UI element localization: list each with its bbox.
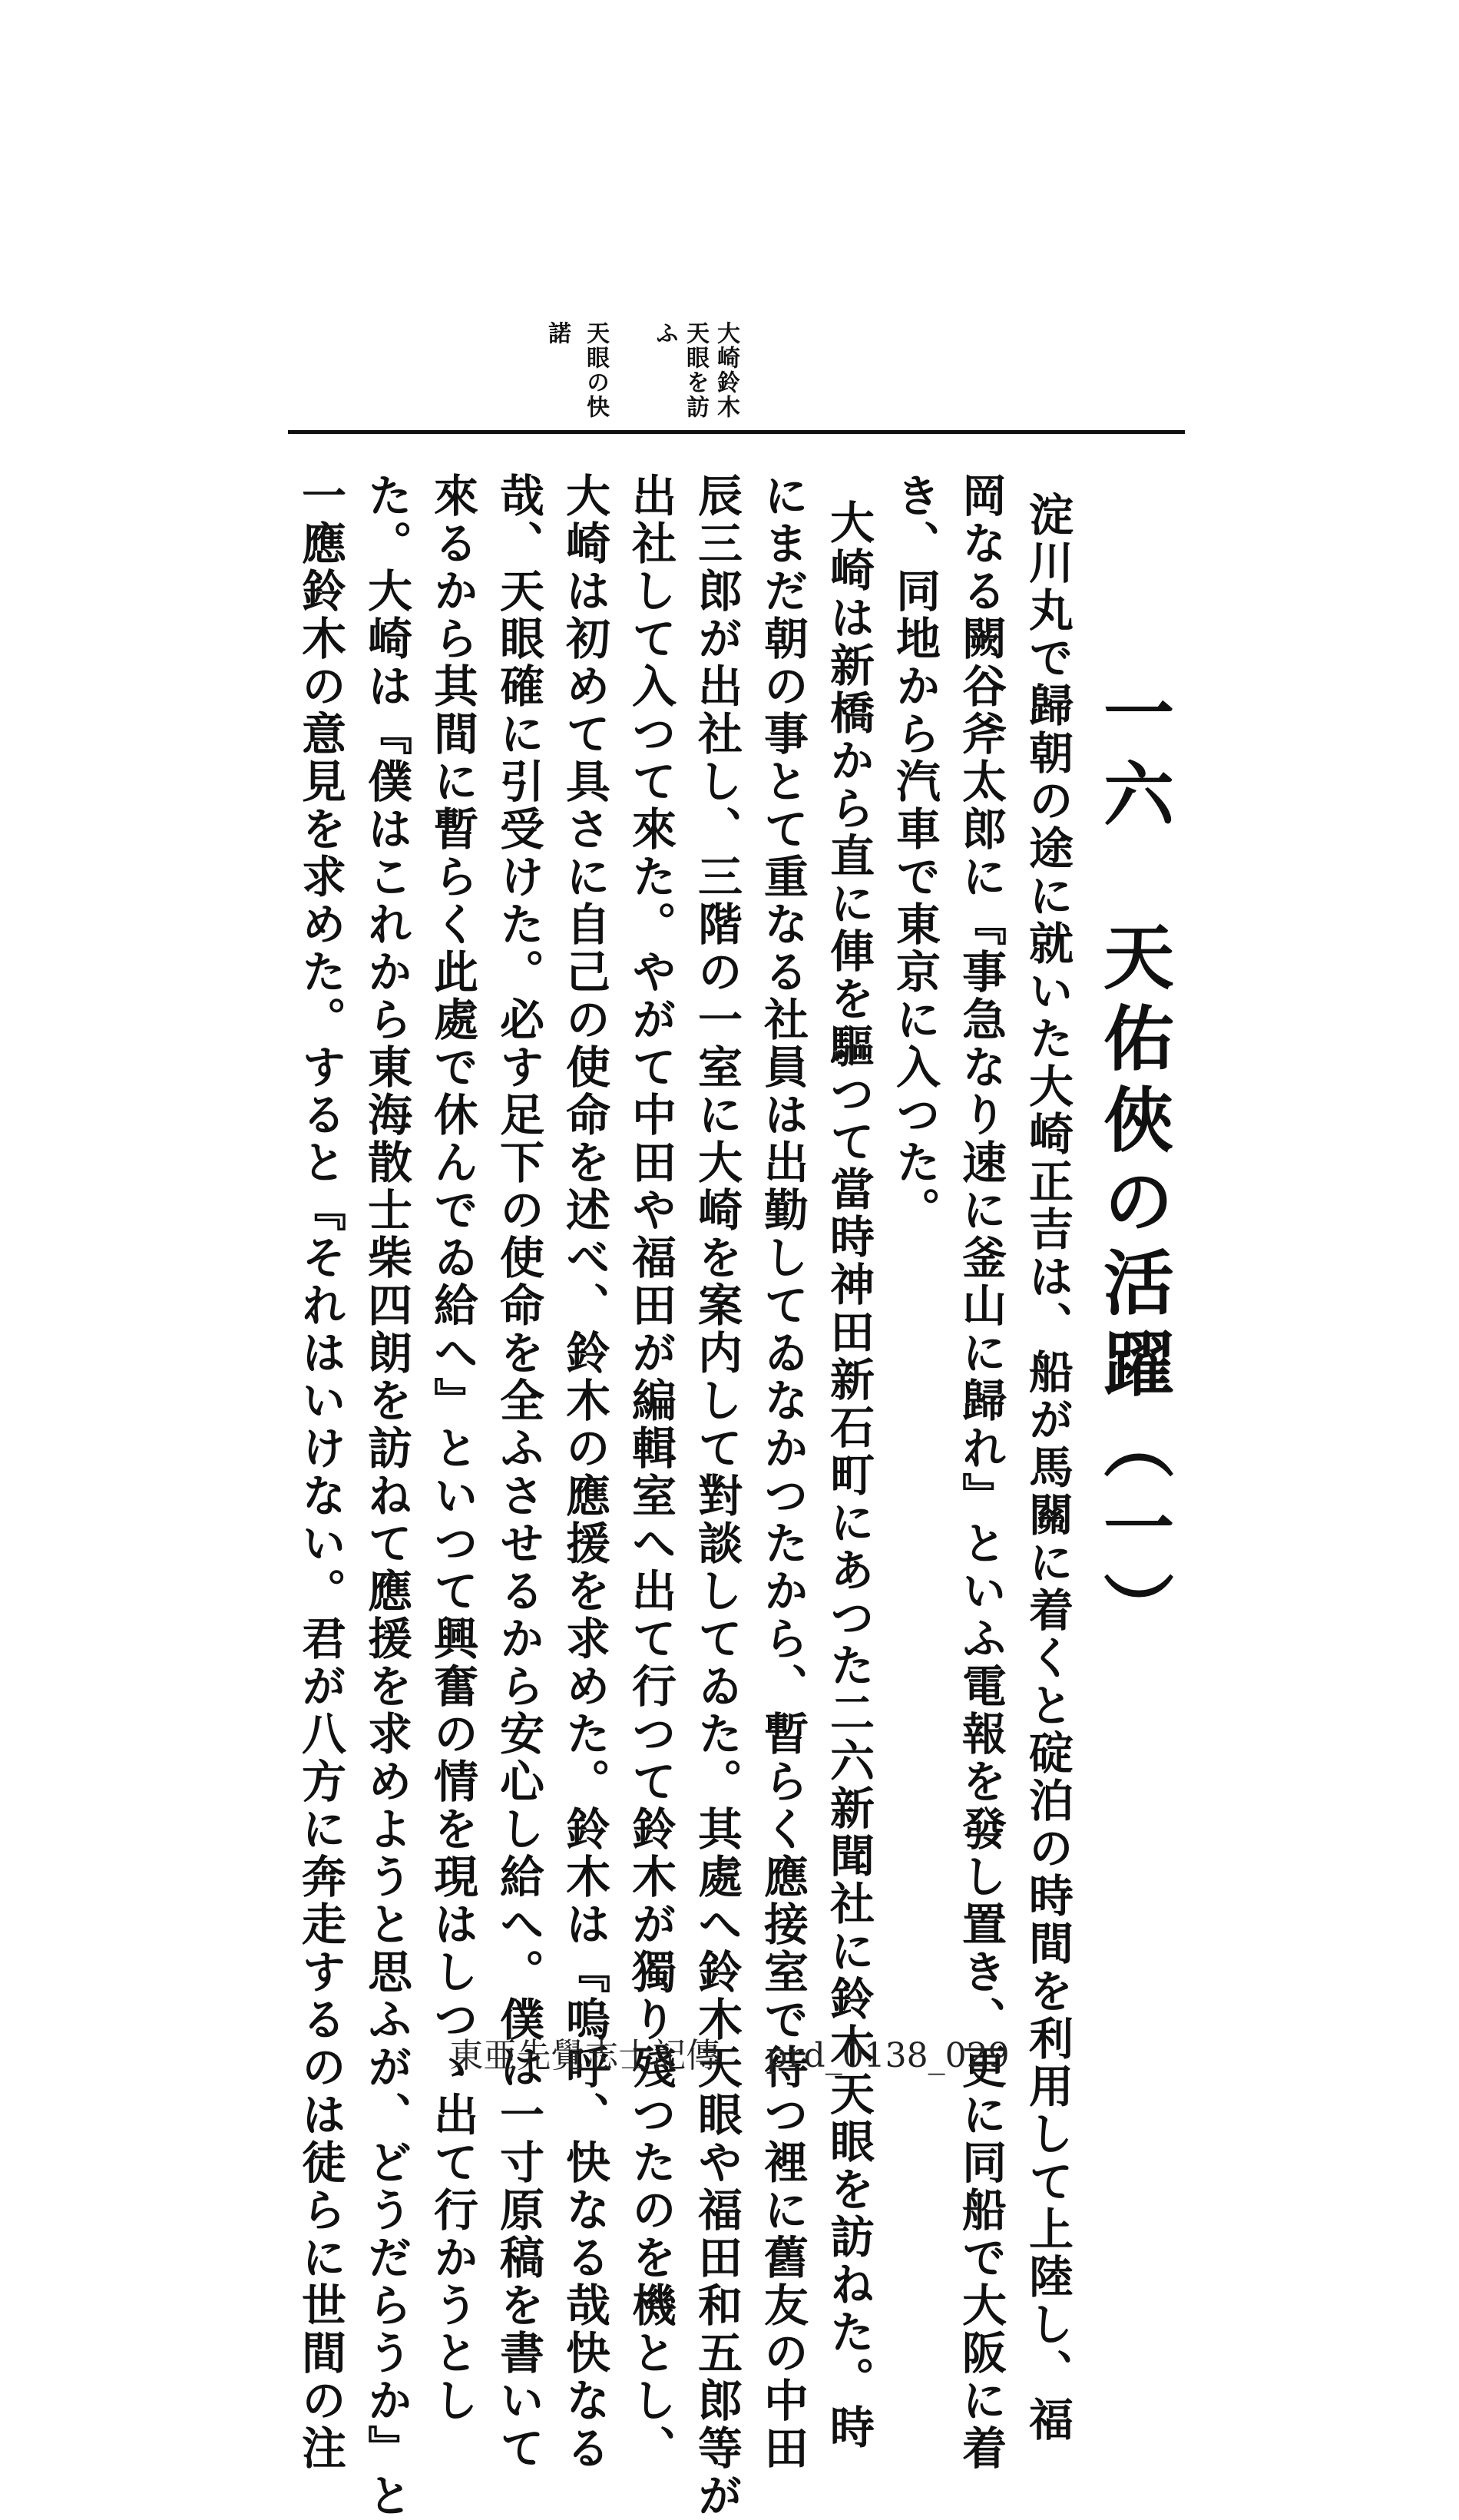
- body-column-3: き、同地から汽車で東京に入つた。: [888, 472, 941, 1234]
- page-footer: [0, 2028, 1459, 2077]
- body-column-1: 淀川丸で歸朝の途に就いた大崎正吉は、船が馬關に着くと碇泊の時間を利用して上陸し、福: [1021, 492, 1074, 2444]
- body-column-12: 一應鈴木の意見を求めた。すると『それはいけない。君が八方に奔走するのは徒らに世間の注: [294, 472, 346, 2472]
- body-column-5: にまだ朝の事とて重なる社員は出勤してゐなかつたから、暫らく應接室で待つ裡に舊友の中田: [756, 472, 809, 2472]
- side-note-line-5: 諾: [544, 321, 571, 346]
- section-title: 一六 天佑俠の活躍（一）: [1092, 676, 1175, 1653]
- footer-page-id: prd_0138_029: [766, 2036, 1010, 2075]
- body-column-7: 出社して入つて來た。やがて中田や福田が編輯室へ出て行つて鈴木が獨り殘つたのを機とし、: [624, 472, 677, 2472]
- side-note-line-4: 天眼の快: [582, 321, 609, 419]
- side-note-line-1: 大崎鈴木: [713, 321, 739, 419]
- body-column-4: 大崎は新橋から直に俥を驅つて當時神田新石町にあつた二六新聞社に鈴木天眼を訪ねた。時: [822, 499, 875, 2452]
- body-column-6: 辰三郎が出社し、三階の一室に大崎を案内して對談してゐた。其處へ鈴木天眼や福田和五郎等が: [690, 472, 743, 2520]
- side-note-line-2: 天眼を訪: [682, 321, 709, 419]
- footer-book-title: 東亜先覺志士記傳: [449, 2036, 720, 2075]
- header-divider: [288, 430, 1185, 434]
- body-column-8: 大崎は初めて具さに自己の使命を述べ、鈴木の應援を求めた。鈴木は『嗚呼、快なる哉快なる: [558, 472, 610, 2472]
- body-column-9: 哉、天眼確に引受けた。必す足下の使命を全ふさせるから安心し給へ。僕は一寸原稿を書いて: [492, 472, 544, 2472]
- side-note-line-3: ふ: [651, 321, 678, 346]
- body-column-2: 岡なる闕谷斧太郎に『事急なり速に釜山に歸れ』といふ電報を發し置き、更に同船で大阪に着: [954, 472, 1007, 2472]
- body-column-11: た。大崎は『僕はこれから東海散士柴四朗を訪ねて應援を求めようと思ふが、どうだらうか』と: [360, 472, 412, 2520]
- body-column-10: 來るから其間に暫らく此處で休んでゐ給へ』といつて興奮の情を現はしつゝ出て行かうとし: [426, 472, 478, 2425]
